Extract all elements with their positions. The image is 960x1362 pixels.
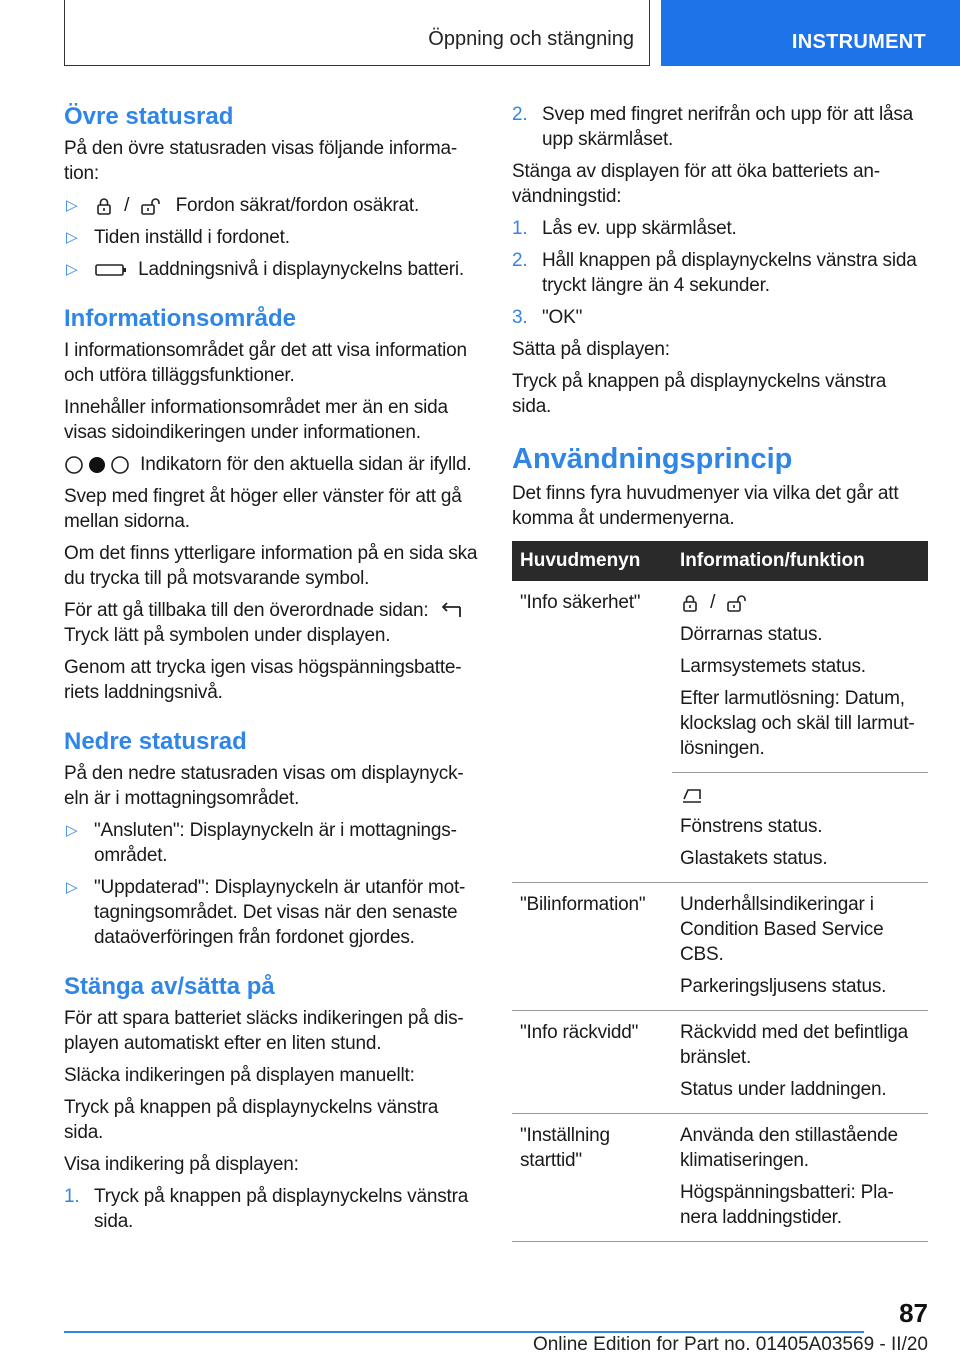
paragraph: Släcka indikeringen på displayen manuellt: xyxy=(64,1065,415,1086)
step-item: 1. Lås ev. upp skärmlåset. xyxy=(512,218,737,239)
paragraph: På den övre statusraden visas följande informa-tion: xyxy=(64,138,457,184)
table-header-row xyxy=(512,541,928,581)
paragraph: Svep med fingret åt höger eller vänster för att gå mellan sidorna. xyxy=(64,486,462,532)
table-cell-menu: "Inställning starttid" xyxy=(512,1114,672,1242)
bullet-triangle-icon: ▷ xyxy=(66,261,78,278)
table-header-cell: Huvudmenyn xyxy=(512,541,672,581)
step-number: 2. xyxy=(512,250,528,271)
bullet-triangle-icon: ▷ xyxy=(66,822,78,839)
paragraph: Stänga av displayen för att öka batteriets an-vändningstid: xyxy=(512,161,880,207)
table-cell-info: / Dörrarnas status. Larmsystemets status. Efter larmutlösning: Datum, klockslag och skäl till larmut-lösningen. xyxy=(672,581,928,773)
paragraph: Genom att trycka igen visas högspänningsbatte-riets laddningsnivå. xyxy=(64,657,462,703)
lock-closed-icon xyxy=(680,593,700,613)
step-number: 3. xyxy=(512,307,528,328)
page-indicator-icon xyxy=(64,454,130,476)
heading-stanga-av-satta-pa: Stänga av/sätta på xyxy=(64,973,275,1000)
footer-edition-note: Online Edition for Part no. 01405A03569 - II/20 xyxy=(532,1334,928,1355)
step-item: 1. Tryck på knappen på displaynyckelns vänstra sida. xyxy=(64,1186,469,1232)
lock-open-icon xyxy=(725,593,751,613)
lock-open-icon xyxy=(139,196,165,216)
paragraph: För att spara batteriet släcks indikeringen på dis-playen automatiskt efter en liten stund. xyxy=(64,1008,464,1054)
paragraph: Sätta på displayen: xyxy=(512,339,670,360)
step-item: 3. "OK" xyxy=(512,307,583,328)
paragraph: I informationsområdet går det att visa information och utföra tilläggsfunktioner. xyxy=(64,340,467,386)
chapter-tab-label: INSTRUMENT xyxy=(791,31,926,53)
table-row xyxy=(512,1114,928,1242)
right-column xyxy=(512,102,928,1242)
header-section-title: Öppning och stängning xyxy=(428,28,634,50)
paragraph: På den nedre statusraden visas om displaynyck-eln är i mottagningsområdet. xyxy=(64,763,464,809)
heading-anvandningsprincip: Användningsprincip xyxy=(512,443,793,475)
heading-nedre-statusrad: Nedre statusrad xyxy=(64,728,247,755)
back-arrow-icon xyxy=(439,602,465,620)
table-row xyxy=(512,883,928,1011)
paragraph: För att gå tillbaka till den överordnade sidan: Tryck lätt på symbolen under displayen. xyxy=(64,598,482,648)
table-header-cell: Information/funktion xyxy=(672,541,928,581)
step-item: 2. Håll knappen på displaynyckelns vänstra sida tryckt längre än 4 sekunder. xyxy=(512,250,917,296)
battery-icon xyxy=(94,262,128,278)
table-row xyxy=(512,581,928,773)
table-cell-menu: "Info räckvidd" xyxy=(512,1011,672,1114)
heading-ovre-statusrad: Övre statusrad xyxy=(64,103,234,130)
table-cell-info: Fönstrens status. Glastakets status. xyxy=(672,773,928,883)
menu-table xyxy=(512,541,928,1242)
step-number: 2. xyxy=(512,104,528,125)
paragraph: Indikatorn för den aktuella sidan är ifylld. xyxy=(64,452,482,477)
separator: / xyxy=(124,195,130,216)
step-number: 1. xyxy=(512,218,528,239)
paragraph: Innehåller informationsområdet mer än en sida visas sidoindikeringen under informationen. xyxy=(64,397,448,443)
separator: / xyxy=(710,592,716,613)
table-cell-info: Räckvidd med det befintliga bränslet. Status under laddningen. xyxy=(672,1011,928,1114)
paragraph: Tryck på knappen på displaynyckelns vänstra sida. xyxy=(512,371,887,417)
list-item: ▷ "Ansluten": Displaynyckeln är i mottagnings-området. xyxy=(66,820,457,866)
paragraph: Tryck på knappen på displaynyckelns vänstra sida. xyxy=(64,1097,439,1143)
list-item: ▷ Tiden inställd i fordonet. xyxy=(66,227,290,248)
bullet-triangle-icon: ▷ xyxy=(66,197,78,214)
table-cell-info: Underhållsindikeringar i Condition Based Service CBS. Parkeringsljusens status. xyxy=(672,883,928,1011)
page-number: 87 xyxy=(899,1298,928,1328)
step-number: 1. xyxy=(64,1186,80,1207)
step-item: 2. Svep med fingret nerifrån och upp för att låsa upp skärmlåset. xyxy=(512,104,914,150)
table-cell-menu: "Info säkerhet" xyxy=(512,581,672,883)
list-item: ▷ "Uppdaterad": Displaynyckeln är utanför mot-tagningsområdet. Det visas när den senaste dataöverföringen från fordonet gjordes. xyxy=(66,877,466,948)
bullet-triangle-icon: ▷ xyxy=(66,879,78,896)
paragraph: Visa indikering på displayen: xyxy=(64,1154,299,1175)
paragraph: Om det finns ytterligare information på en sida ska du trycka till på motsvarande symbol. xyxy=(64,543,478,589)
page-header xyxy=(0,0,960,66)
paragraph: Det finns fyra huvudmenyer via vilka det går att komma åt undermenyerna. xyxy=(512,483,899,529)
table-cell-menu: "Bilinformation" xyxy=(512,883,672,1011)
bullet-triangle-icon: ▷ xyxy=(66,229,78,246)
table-cell-info: Använda den stillastående klimatiseringen. Högspänningsbatteri: Pla-nera laddningstider. xyxy=(672,1114,928,1242)
left-column xyxy=(64,102,482,1241)
lock-closed-icon xyxy=(94,196,114,216)
heading-informationsomrade: Informationsområde xyxy=(64,305,297,332)
list-item: ▷ Laddningsnivå i displaynyckelns batteri. xyxy=(66,259,464,280)
header-chapter-tab xyxy=(661,0,960,66)
window-icon xyxy=(680,785,704,805)
table-row xyxy=(512,1011,928,1114)
footer-rule xyxy=(64,1331,864,1333)
list-item: ▷ / Fordon säkrat/fordon osäkrat. xyxy=(66,195,420,216)
